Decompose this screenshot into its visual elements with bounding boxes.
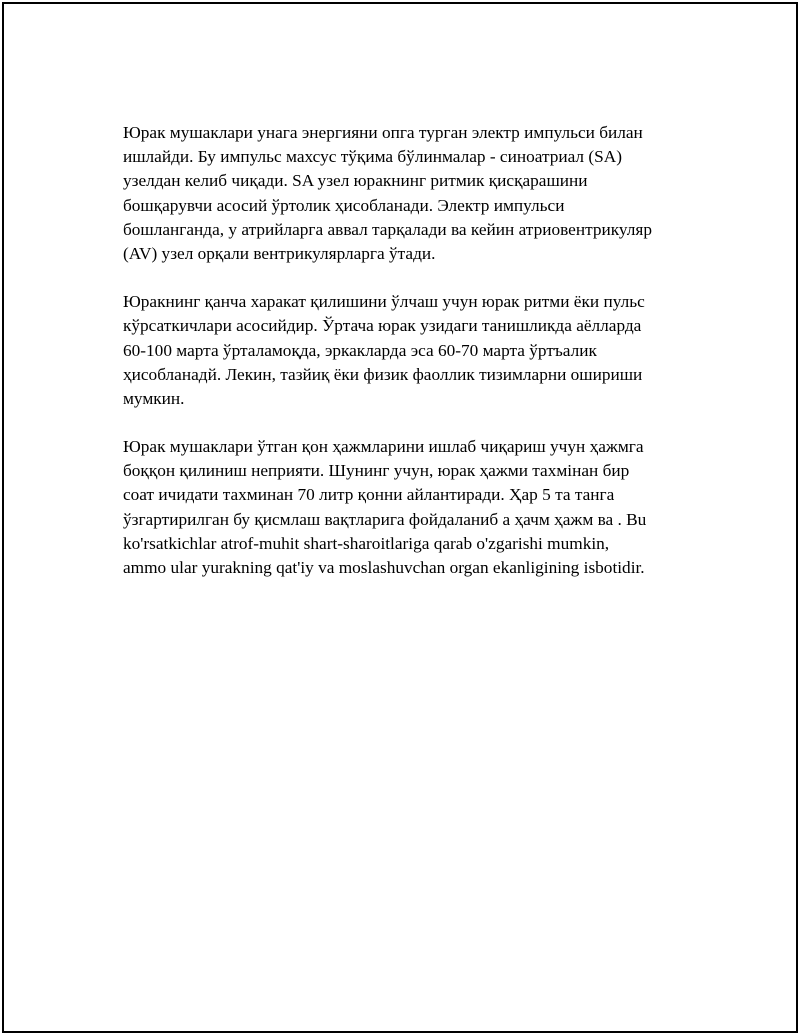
text-line: Юракнинг қанча харакат қилишини ўлчаш учун юрак ритми ёки пульс	[123, 292, 645, 312]
text-line: мумкин.	[123, 388, 185, 408]
paragraph-3	[123, 435, 698, 580]
text-line: ўзгартирилган бу қисмлаш вақтларига фойдаланиб а ҳачм ҳажм ва . Bu	[123, 509, 647, 529]
text-line: (AV) узел орқали вентрикулярларга ўтади.	[123, 243, 436, 263]
text-line: 60-100 марта ўрталамоқда, эркакларда эса 60-70 марта ўртъалик	[123, 340, 597, 360]
text-line: ҳисобланадй. Лекин, тазйиқ ёки физик фаоллик тизимларни ошириши	[123, 364, 643, 384]
paragraph-1	[123, 121, 698, 266]
text-line: бошланганда, у атрийларга аввал тарқалади ва кейин атриовентрикуляр	[123, 219, 652, 239]
text-line: боққон қилиниш неприяти. Шунинг учун, юрак ҳажми тахмінан бир	[123, 461, 630, 481]
text-line: ammo ular yurakning qat'iy va moslashuvchan organ ekanligining isbotidir.	[123, 558, 645, 577]
paragraph-2	[123, 290, 698, 411]
text-line: ишлайди. Бу импульс махсус тўқима бўлинмалар - синоатриал (SA)	[123, 147, 622, 167]
text-line: Юрак мушаклари ўтган қон ҳажмларини ишлаб чиқариш учун ҳажмга	[123, 437, 644, 457]
text-line: соат ичидати тахминан 70 литр қонни айлантиради. Ҳар 5 та танга	[123, 485, 615, 505]
text-line: Юрак мушаклари унага энергияни опга турган электр импульси билан	[123, 123, 643, 142]
document-body	[123, 121, 698, 604]
text-line: бошқарувчи асосий ўртолик ҳисобланади. Электр импульси	[123, 195, 565, 215]
text-line: ko'rsatkichlar atrof-muhit shart-sharoitlariga qarab o'zgarishi mumkin,	[123, 533, 610, 553]
text-line: узелдан келиб чиқади. SA узел юракнинг ритмик қисқарашини	[123, 171, 588, 191]
page-frame	[2, 2, 798, 1033]
text-line: кўрсаткичлари асосийдир. Ўртача юрак узидаги танишликда аёлларда	[123, 316, 642, 336]
